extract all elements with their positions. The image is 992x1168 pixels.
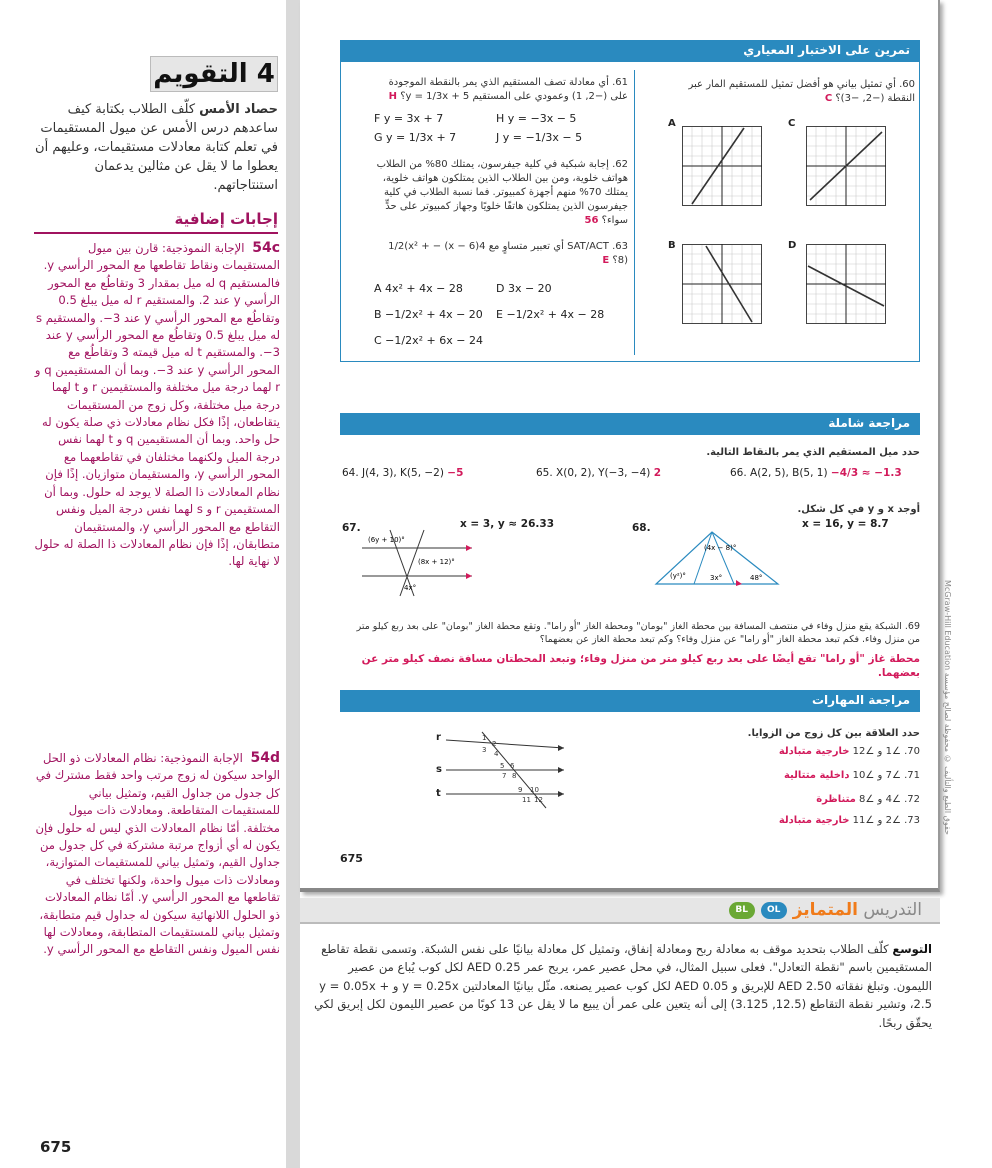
- q68-answer: x = 16, y = 8.7: [802, 518, 889, 530]
- graph-label-d: D: [788, 240, 797, 251]
- q68-number: 68.: [632, 522, 651, 534]
- graph-d: [806, 244, 886, 324]
- q61-text: 61. أي معادلة تصف المستقيم الذي يمر بالنقطة الموجودة على (−2, 1) وعمودي على المستقيم y = 1/3x + 5؟: [388, 77, 628, 102]
- yesterday-text: كلّف الطلاب بكتابة كيف ساعدهم درس الأمس عن ميول المستقيمات في تعلم كتابة معادلات مستقيمات، وعليهم أن يعطوا ما لا يقل عن مثالين يدعمان استنتاجاتهم.: [35, 102, 278, 193]
- graph-label-b: B: [668, 240, 676, 251]
- figure-angles: [436, 730, 566, 810]
- answer-54c: [32, 240, 280, 571]
- answer-54d-number: 54d: [250, 750, 280, 766]
- svg-text:7: 7: [502, 772, 507, 780]
- svg-text:9: 9: [518, 786, 523, 794]
- question-60: [660, 78, 915, 106]
- expand-text: كلّف الطلاب بتحديد موقف به معادلة ربح ومعادلة إنفاق، وتمثيل كل معادلة بيانيًا على نفس الشبكة. وتسمى نقطة تقاطع المستقيمين باسم "نقطة التعادل". فعلى سبيل المثال، في محل عصير عمر، يربح عمر 0.25 AED لكل كوب يُباع من عصير الليمون. وتبلغ نفقاته 2.50 AED للإبريق و 0.05 AED لكل كوب عصير يصنعه. مثّل بيانيًا المعادلتين y = 0.25x و y = 0.05x + 2.5، وتشير نقطة التقاطع (12.5, 3.125) إلى أنه يتعين على عمر أن يبيع ما لا يقل عن 13 كوبًا من عصير الليمون لكل إبريق لكي يحقّق ربحًا.: [314, 942, 932, 1030]
- svg-text:(y²)°: (y²)°: [670, 572, 686, 580]
- q63-option-a: A 4x² + 4x − 28: [374, 282, 463, 295]
- graph-b: [682, 244, 762, 324]
- figure-67: [362, 528, 472, 598]
- q60-text: 60. أي تمثيل بياني هو أفضل تمثيل للمستقيم المار عبر النقطة (−2, −3)؟: [688, 79, 915, 104]
- section-skills-review: مراجعة المهارات: [340, 690, 920, 712]
- question-66: [730, 467, 902, 479]
- section-comprehensive-review: مراجعة شاملة: [340, 413, 920, 435]
- q64-text: 64. J(4, 3), K(5, −2): [342, 467, 444, 479]
- svg-text:5: 5: [500, 762, 505, 770]
- svg-text:6: 6: [510, 762, 515, 770]
- teacher-page-number: 675: [40, 1138, 72, 1156]
- question-71: [700, 769, 920, 783]
- q63-option-b: B −1/2x² + 4x − 20: [374, 308, 483, 321]
- question-61: [372, 76, 628, 104]
- q61-option-f: F y = 3x + 7: [374, 112, 444, 125]
- sidebar-divider: [286, 0, 300, 1168]
- question-70: [700, 745, 920, 759]
- q71-answer: داخلية متتالية: [783, 770, 850, 781]
- q67-answer: x = 3, y ≈ 26.33: [460, 518, 554, 530]
- q64-answer: −5: [447, 467, 464, 479]
- di-title-plain: التدريس: [858, 900, 922, 920]
- answer-54d-text: الإجابة النموذجية: نظام المعادلات ذو الحل الواحد سيكون له زوج مرتب واحد فقط مشترك في كل جدول من جداول القيم، وتمثيل بياني للمستقيمات المتقاطعة. ومعادلات ذات ميول مختلفة. أمّا نظام المعادلات الذي ليس له حلول فإن يكون له أي أزواج مرتبة مشتركة في كل جدول من جداول القيم، وتمثيل بياني للمستقيمات المتوازية، ومعادلات ذات ميول واحدة، ولكنها تختلف في تقاطعها مع المحور الرأسي y. أمّا نظام المعادلات ذو الحلول اللانهائية سيكون له جداول قيم متطابقة، وتمثيل بياني للمستقيمات المتطابقة، ومعادلات لها نفس الميول ونفس التقاطع مع المحور الرأسي y.: [35, 751, 280, 957]
- yesterday-block: [34, 100, 278, 195]
- figure-68: [652, 528, 782, 588]
- q63-option-c: C −1/2x² + 6x − 24: [374, 334, 483, 347]
- q61-option-g: G y = 1/3x + 7: [374, 131, 457, 144]
- question-62: [372, 158, 628, 228]
- line-label-r: r: [436, 732, 441, 743]
- svg-text:48°: 48°: [750, 574, 763, 582]
- graph-label-a: A: [668, 118, 676, 129]
- svg-text:3x°: 3x°: [710, 574, 723, 582]
- q63-option-e: E −1/2x² + 4x − 28: [496, 308, 605, 321]
- q65-answer: 2: [653, 467, 662, 479]
- question-73: [700, 814, 920, 828]
- q66-text: 66. A(2, 5), B(5, 1): [730, 467, 828, 479]
- lesson-title: 4 التقويم: [153, 59, 275, 89]
- expand-label: التوسع: [892, 942, 932, 956]
- q73-text: 73. ∠2 و ∠11: [852, 815, 920, 826]
- svg-text:12: 12: [534, 796, 543, 804]
- find-xy-instruction: أوجد x و y في كل شكل.: [797, 504, 920, 515]
- q66-answer: −4/3 ≈ −1.3: [830, 467, 902, 479]
- review-instruction: حدد ميل المستقيم الذي يمر بالنقاط التالية.: [706, 447, 920, 458]
- q63-answer: E: [602, 255, 610, 266]
- q69-answer: محطة غاز "أو راما" تقع أيضًا على بعد ربع كيلو متر من منزل وفاء؛ وتبعد المحطتان مسافة نصف كيلو متر عن بعضهما.: [361, 653, 920, 679]
- svg-text:8: 8: [512, 772, 517, 780]
- additional-answers-heading: إجابات إضافية: [34, 210, 278, 234]
- q65-text: 65. X(0, 2), Y(−3, −4): [536, 467, 651, 479]
- graph-a: [682, 126, 762, 206]
- svg-text:10: 10: [530, 786, 539, 794]
- differentiated-instruction-bar: [300, 898, 940, 924]
- question-63: [372, 240, 628, 268]
- svg-text:4: 4: [494, 750, 499, 758]
- yesterday-label: حصاد الأمس: [199, 102, 278, 117]
- svg-text:(6y + 10)°: (6y + 10)°: [368, 536, 405, 544]
- svg-text:2: 2: [492, 740, 497, 748]
- svg-text:3: 3: [482, 746, 487, 754]
- q73-answer: خارجية متبادلة: [778, 815, 850, 826]
- svg-text:(4x − 8)°: (4x − 8)°: [704, 544, 737, 552]
- svg-text:1: 1: [482, 734, 487, 742]
- graph-c: [806, 126, 886, 206]
- q70-answer: خارجية متبادلة: [778, 746, 850, 757]
- question-72: [700, 793, 920, 807]
- q72-text: 72. ∠4 و ∠8: [859, 794, 920, 805]
- di-title-bold: المتمايز: [792, 900, 859, 920]
- skills-instruction: حدد العلاقة بين كل زوج من الزوايا.: [747, 728, 920, 739]
- publisher-credit: McGraw-Hill Education حقوق الطبع والتأليف © محفوظة لصالح مؤسسة: [943, 580, 952, 835]
- column-divider: [634, 70, 635, 355]
- q61-option-h: H y = −3x − 5: [496, 112, 577, 125]
- student-page-number: 675: [340, 852, 363, 865]
- svg-text:11: 11: [522, 796, 531, 804]
- teacher-sidebar: [0, 0, 296, 1168]
- q63-text: 63. SAT/ACT أي تعبير متساوٍ مع 4(x − 6) − 1/2(x² + 8)؟: [388, 241, 628, 266]
- q72-answer: متناظرة: [816, 794, 856, 805]
- lesson-title-tab: [150, 56, 278, 92]
- answer-54d: [32, 750, 280, 959]
- q62-answer: 56: [584, 215, 599, 226]
- answer-54c-text: الإجابة النموذجية: قارن بين ميول المستقيمات ونقاط تقاطعها مع المحور الرأسي y. فالمستقيم q له ميل بمقدار 3 وتقاطُع مع المحور الرأسي y عند 2. والمستقيم r له ميل يبلغ 0.5 وتقاطُع مع المحور الرأسي y عند 3−. والمستقيم s له ميل يبلغ 0.5 وتقاطُع مع المحور الرأسي y عند 3−. والمستقيم t له ميل قيمته 3 وتقاطُع مع المحور الرأسي y عند 3−. وبما أن المستقيمين q و r لهما درجة ميل مختلفة والمستقيمين r و t لهما درجة ميل مختلفة، وكل زوج من المستقيمات يتقاطعان، إذًا فكل نظام معادلات ذي صلة يكون له حل واحد. وبما أن المستقيمين q و t لهما نفس درجة الميل ولكنهما مختلفان في تقاطعهما مع المحور الرأسي y، والمستقيمان متوازيان. إذًا فإن نظام المعادلات ذا الصلة لا يوجد له حلول. وبما أن المستقيمين r و s لهما نفس درجة الميل ونفس التقاطع مع المحور الرأسي y، والمستقيمان متطابقان، إذًا فإن نظام المعادلات ذا الصلة له حلول لا نهاية لها.: [34, 241, 280, 569]
- badge-bl: BL: [729, 902, 755, 919]
- q62-text: 62. إجابة شبكية في كلية جيفرسون، يمتلك 80% من الطلاب هواتف خلوية، ومن بين الطلاب الذين يمتلكون هواتف خلوية، يمتلك 70% منهم أجهزة كمبيوتر. فما نسبة الطلاب في كلية جيفرسون الذين يمتلكون هاتفًا خلويًا وجهاز كمبيوتر على حدٍّ سواء؟: [376, 159, 628, 226]
- q71-text: 71. ∠7 و ∠10: [852, 770, 920, 781]
- question-64: [342, 467, 463, 479]
- di-title: [793, 900, 922, 920]
- badge-ol: OL: [761, 902, 787, 919]
- section-standardized-test: تمرين على الاختبار المعياري: [340, 40, 920, 62]
- question-69: 69. الشبكة يقع منزل وفاء في منتصف المسافة بين محطة الغاز "بومان" ومحطة الغاز "أو راما". وتقع محطة الغاز "بومان" على بعد ربع كيلو متر من منزل وفاء. فكم تبعد محطة الغاز "أو راما" عن منزل وفاء؟ وكم تبعد محطة الغاز عن بعضهما؟: [356, 621, 920, 645]
- q63-option-d: D 3x − 20: [496, 282, 552, 295]
- q60-answer: C: [824, 93, 833, 104]
- q61-option-j: J y = −1/3x − 5: [496, 131, 583, 144]
- q67-number: 67.: [342, 522, 361, 534]
- graph-label-c: C: [788, 118, 796, 129]
- expand-activity: [312, 940, 932, 1032]
- q61-answer: H: [388, 91, 398, 102]
- svg-text:4x°: 4x°: [404, 584, 417, 592]
- answer-54c-number: 54c: [252, 240, 280, 256]
- svg-text:(8x + 12)°: (8x + 12)°: [418, 558, 455, 566]
- question-65: [536, 467, 661, 479]
- line-label-s: s: [436, 764, 442, 775]
- q70-text: 70. ∠1 و ∠12: [852, 746, 920, 757]
- line-label-t: t: [436, 788, 441, 799]
